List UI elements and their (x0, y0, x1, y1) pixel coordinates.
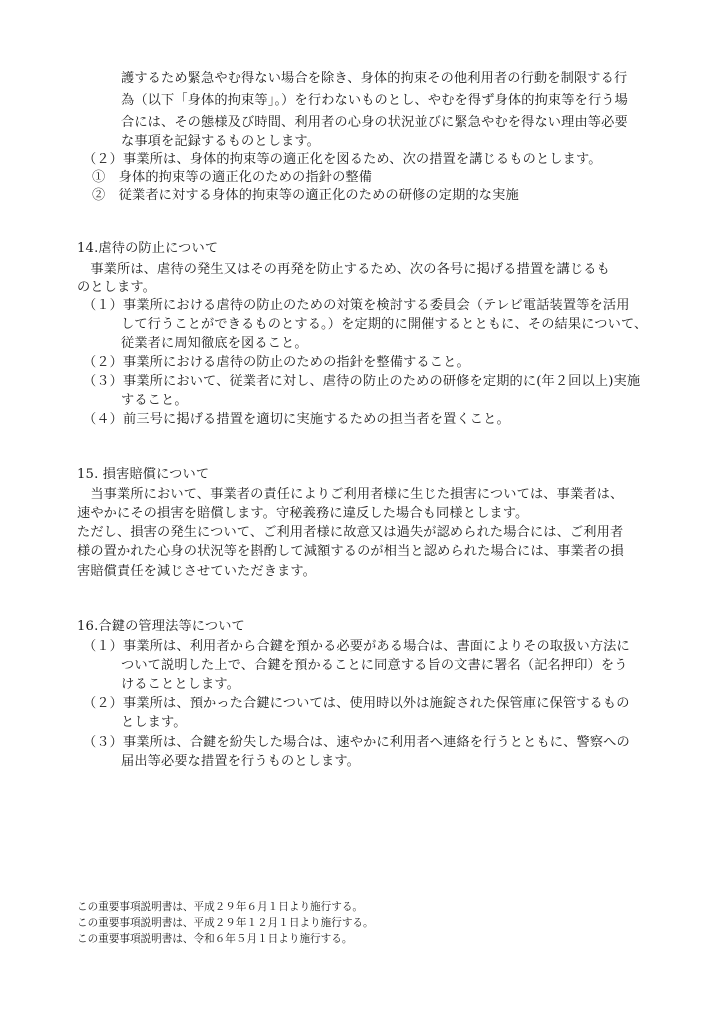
section14-item-1-line-3: 従業者に周知徹底を図ること。 (121, 336, 308, 351)
section13-sub-item-1: ① 身体的拘束等の適正化のための指針の整備 (92, 170, 373, 185)
section16-item-1-line-2: ついて説明した上で、合鍵を預かることに同意する旨の文書に署名（記名押印）をう (121, 658, 628, 673)
section14-intro-line-1: 事業所は、虐待の発生又はその再発を防止するため、次の各号に掲げる措置を講じるも (77, 262, 610, 277)
section16-item-1-line-1: （１）事業所は、利用者から合鍵を預かる必要がある場合は、書面によりその取扱い方法に (83, 639, 630, 654)
section13-sub-item-2: ② 従業者に対する身体的拘束等の適正化のための研修の定期的な実施 (92, 188, 519, 203)
section13-line-1: 護するため緊急やむ得ない場合を除き、身体的拘束その他利用者の行動を制限する行 (121, 71, 628, 86)
footer-line-1: この重要事項説明書は、平成２９年６月１日より施行する。 (77, 901, 364, 913)
section16-item-1-line-3: けることとします。 (121, 677, 240, 692)
section13-line-3: 合には、その態様及び時間、利用者の心身の状況並びに緊急やむを得ない理由等必要 (121, 115, 628, 130)
section16-item-2-line-2: とします。 (121, 715, 187, 730)
section14-item-1-line-1: （１）事業所における虐待の防止のための対策を検討する委員会（テレビ電話装置等を活用 (83, 298, 630, 313)
section15-heading: 15. 損害賠償について (77, 467, 210, 482)
section15-line-3: ただし、損害の発生について、ご利用者様に故意又は過失が認められた場合には、ご利用者 (77, 525, 624, 540)
footer-line-2: この重要事項説明書は、平成２９年１２月１日より施行する。 (77, 917, 374, 929)
section15-line-4: 様の置かれた心身の状況等を斟酌して減額するのが相当と認められた場合には、事業者の損 (77, 544, 624, 559)
section16-heading: 16.合鍵の管理法等について (77, 619, 245, 634)
section13-line-2: 為（以下「身体的拘束等」。）を行わないものとし、やむを得ず身体的拘束等を行う場 (121, 93, 628, 108)
section14-heading: 14.虐待の防止について (77, 241, 219, 256)
section13-item-2: （２）事業所は、身体的拘束等の適正化を図るため、次の措置を講じるものとします。 (83, 152, 602, 167)
section14-intro-line-2: のとします。 (77, 280, 156, 295)
section14-item-2: （２）事業所における虐待の防止のための指針を整備すること。 (83, 355, 470, 370)
section16-item-3-line-2: 届出等必要な措置を行うものとします。 (121, 754, 361, 769)
section15-line-1: 当事業所において、事業者の責任によりご利用者様に生じた損害については、事業者は、 (77, 487, 624, 502)
section13-line-4: な事項を記録するものとします。 (121, 134, 321, 149)
section16-item-3-line-1: （３）事業所は、合鍵を紛失した場合は、速やかに利用者へ連絡を行うとともに、警察への (83, 735, 630, 750)
section14-item-4: （４）前三号に掲げる措置を適切に実施するための担当者を置くこと。 (83, 412, 510, 427)
section15-line-5: 害賠償責任を減じさせていただきます。 (77, 564, 317, 579)
section15-line-2: 速やかにその損害を賠償します。守秘義務に違反した場合も同様とします。 (77, 506, 529, 521)
section14-item-1-line-2: して行うことができるものとする。）を定期的に開催するとともに、その結果について、 (121, 317, 648, 332)
section14-item-3-line-2: すること。 (121, 393, 188, 408)
section16-item-2-line-1: （２）事業所は、預かった合鍵については、使用時以外は施錠された保管庫に保管するもの (83, 696, 630, 711)
section14-item-3-line-1: （３）事業所において、従業者に対し、虐待の防止のための研修を定期的に(年２回以上)実施 (83, 374, 641, 389)
footer-line-3: この重要事項説明書は、令和６年５月１日より施行する。 (77, 933, 353, 945)
